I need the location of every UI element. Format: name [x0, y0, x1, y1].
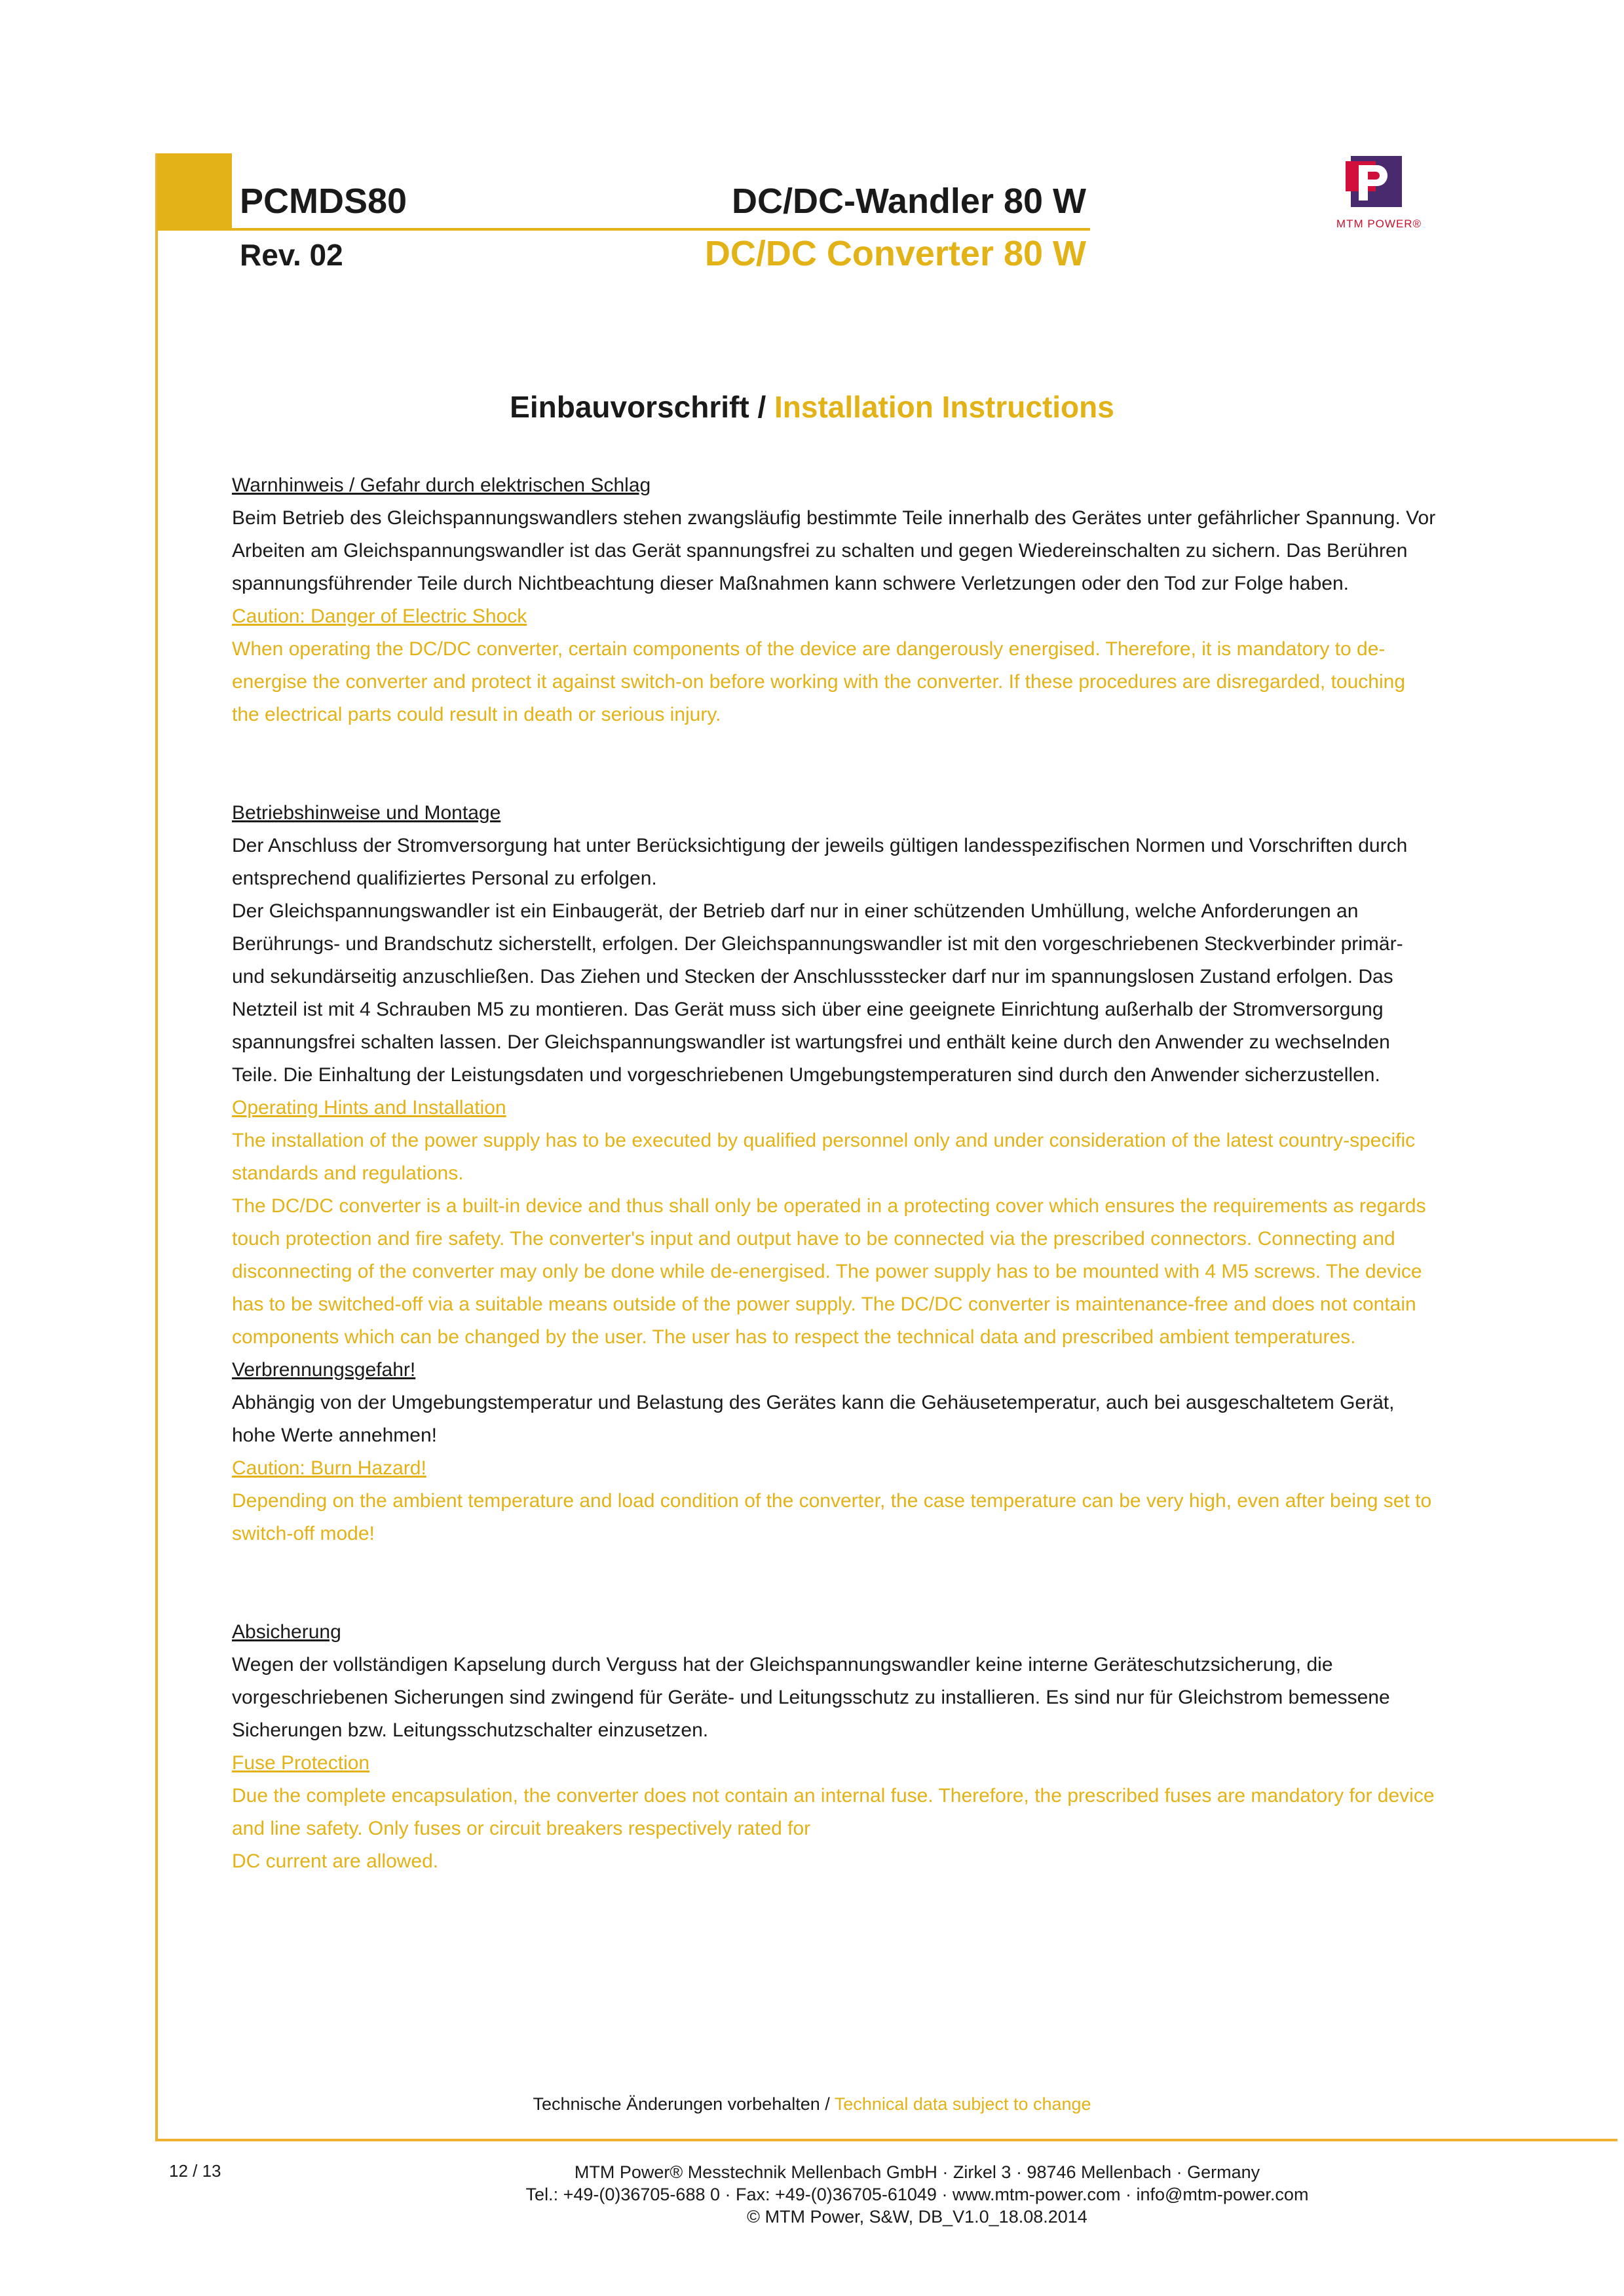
- warning-text-en: When operating the DC/DC converter, certain components of the device are dangerously energised. Therefore, it is mandatory to de-energise the converter and protect it against switch-on before working with the converter. If these procedures are disregarded, touching the electrical parts could result in death or serious injury.: [232, 638, 1406, 725]
- header-accent-block: [157, 153, 232, 231]
- page-number: 12 / 13: [169, 2161, 221, 2181]
- revision: Rev. 02: [240, 238, 343, 272]
- burn-heading-de: Verbrennungsgefahr!: [232, 1359, 416, 1381]
- product-title-de: DC/DC-Wandler 80 W: [731, 182, 1086, 221]
- frame-left-border: [155, 153, 158, 2140]
- operating-text-en-2: The DC/DC converter is a built-in device and thus shall only be operated in a protecting cover which ensures the requirements as regards touch protection and fire safety. The converter's input and output have to be connected via the prescribed connectors. Connecting and disconnecting of the converter may only be done while de-energised. The power supply has to be mounted with 4 M5 screws. The device has to be switched-off via a suitable means outside of the power supply. The DC/DC converter is maintenance-free and does not contain components which can be changed by the user. The user has to respect the technical data and prescribed ambient temperatures.: [232, 1195, 1426, 1348]
- operating-text-de-1: Der Anschluss der Stromversorgung hat unter Berücksichtigung der jeweils gültigen landesspezifischen Normen und Vorschriften durch entsprechend qualifiziertes Personal zu erfolgen.: [232, 835, 1408, 889]
- operating-heading-en: Operating Hints and Installation: [232, 1097, 506, 1119]
- company-address: MTM Power® Messtechnik Mellenbach GmbH · Zirkel 3 · 98746 Mellenbach · Germany: [574, 2162, 1260, 2182]
- warning-heading-de: Warnhinweis / Gefahr durch elektrischen Schlag: [232, 474, 651, 496]
- instructions-body: [232, 469, 1437, 1878]
- document-title-de: Einbauvorschrift /: [510, 390, 775, 424]
- company-info: [0, 2161, 1624, 2228]
- header-rule: [232, 228, 1090, 231]
- fuse-text-en-2: DC current are allowed.: [232, 1850, 439, 1872]
- section-spacer: [232, 731, 1437, 797]
- burn-heading-en: Caution: Burn Hazard!: [232, 1457, 426, 1479]
- frame-bottom-border: [155, 2139, 1617, 2141]
- mtm-power-logo: [1317, 152, 1441, 237]
- section-spacer: [232, 1550, 1437, 1616]
- burn-text-de: Abhängig von der Umgebungstemperatur und Belastung des Gerätes kann die Gehäusetemperatur, auch bei ausgeschaltetem Gerät, hohe Werte annehmen!: [232, 1392, 1395, 1446]
- warning-heading-en: Caution: Danger of Electric Shock: [232, 605, 527, 627]
- burn-text-en: Depending on the ambient temperature and load condition of the converter, the case temperature can be very high, even after being set to switch-off mode!: [232, 1490, 1432, 1544]
- operating-text-en-1: The installation of the power supply has to be executed by qualified personnel only and under consideration of the latest country-specific standards and regulations.: [232, 1130, 1416, 1184]
- model-number: PCMDS80: [240, 182, 407, 221]
- operating-text-de-2: Der Gleichspannungswandler ist ein Einbaugerät, der Betrieb darf nur in einer schützenden Umhüllung, welche Anforderungen an Berührungs- und Brandschutz sicherstellt, erfolgen. Der Gleichspannungswandler ist mit den vorgeschriebenen Steckverbinder primär- und sekundärseitig anzuschließen. Das Ziehen und Stecken der Anschlussstecker darf nur im spannungslosen Zustand erfolgen. Das Netzteil ist mit 4 Schrauben M5 zu montieren. Das Gerät muss sich über eine geeignete Einrichtung außerhalb der Stromversorgung spannungsfrei schalten lassen. Der Gleichspannungswandler ist wartungsfrei und enthält keine durch den Anwender zu wechselnden Teile. Die Einhaltung der Leistungsdaten und vorgeschriebenen Umgebungstemperaturen sind durch den Anwender sicherzustellen.: [232, 900, 1403, 1086]
- footer-note: [0, 2094, 1624, 2114]
- product-title-en: DC/DC Converter 80 W: [704, 234, 1086, 273]
- footer-note-en: Technical data subject to change: [834, 2094, 1091, 2114]
- fuse-heading-en: Fuse Protection: [232, 1752, 370, 1774]
- fuse-text-en-1: Due the complete encapsulation, the converter does not contain an internal fuse. Therefore, the prescribed fuses are mandatory for device and line safety. Only fuses or circuit breakers respectively rated for: [232, 1785, 1435, 1839]
- logo-mark-icon: [1344, 152, 1410, 211]
- fuse-heading-de: Absicherung: [232, 1621, 341, 1643]
- document-title: [0, 389, 1624, 425]
- operating-heading-de: Betriebshinweise und Montage: [232, 802, 501, 824]
- document-title-en: Installation Instructions: [774, 390, 1114, 424]
- fuse-text-de: Wegen der vollständigen Kapselung durch Verguss hat der Gleichspannungswandler keine interne Geräteschutzsicherung, die vorgeschriebenen Sicherungen sind zwingend für Geräte- und Leitungsschutz zu installieren. Es sind nur für Gleichstrom bemessene Sicherungen bzw. Leitungsschutzschalter einzusetzen.: [232, 1654, 1390, 1741]
- warning-text-de: Beim Betrieb des Gleichspannungswandlers stehen zwangsläufig bestimmte Teile innerhalb des Gerätes unter gefährlicher Spannung. Vor Arbeiten am Gleichspannungswandler ist das Gerät spannungsfrei zu schalten und gegen Wiedereinschalten zu sichern. Das Berühren spannungsführender Teile durch Nichtbeachtung dieser Maßnahmen kann schwere Verletzungen oder den Tod zur Folge haben.: [232, 507, 1436, 594]
- logo-text: MTM POWER®: [1336, 218, 1422, 230]
- copyright: © MTM Power, S&W, DB_V1.0_18.08.2014: [747, 2207, 1087, 2227]
- footer-note-de: Technische Änderungen vorbehalten /: [533, 2094, 835, 2114]
- company-contact: Tel.: +49-(0)36705-688 0 · Fax: +49-(0)36705-61049 · www.mtm-power.com · info@mtm-power.com: [525, 2185, 1309, 2204]
